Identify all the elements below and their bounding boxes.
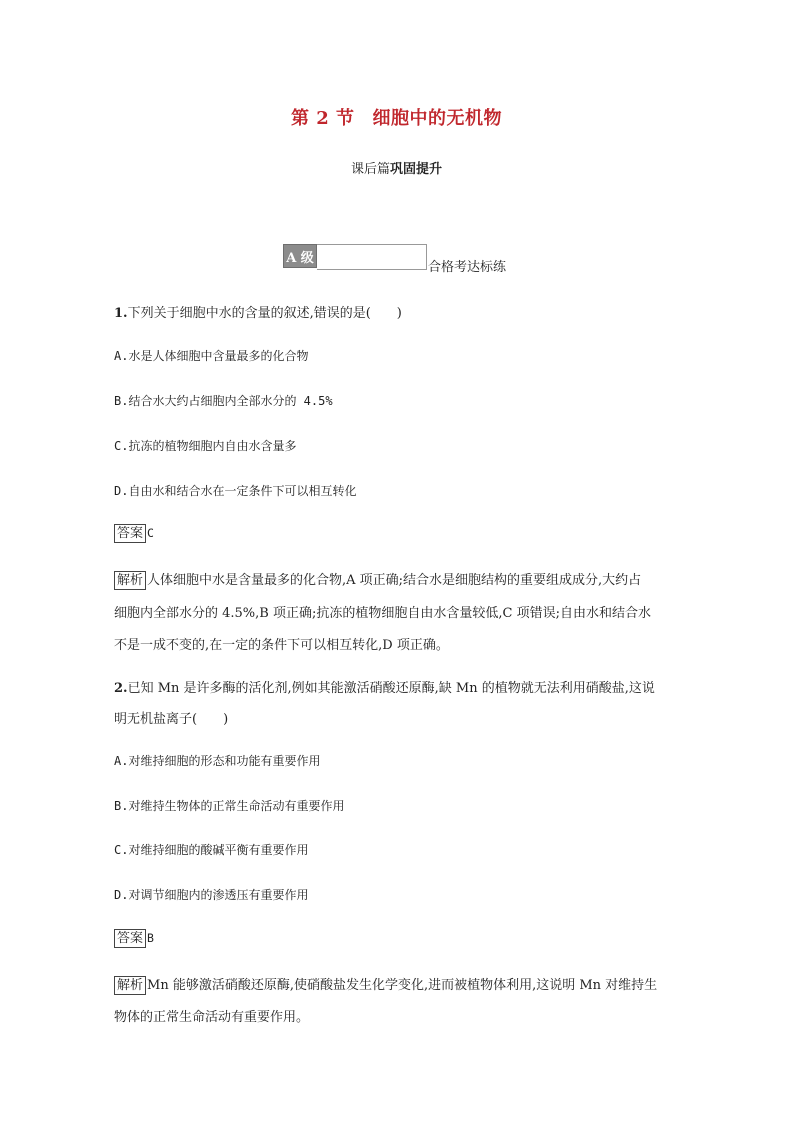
analysis-tag: 解析 (114, 571, 146, 590)
section-number: 第 2 节 (290, 108, 355, 129)
question-1-option-c: C.抗冻的植物细胞内自由水含量多 (114, 439, 297, 453)
question-1-analysis-line-2: 细胞内全部水分的 4.5%,B 项正确;抗冻的植物细胞自由水含量较低,C 项错误;自由水和结合水 (114, 606, 651, 621)
question-1-answer (114, 524, 154, 543)
question-1-analysis-line-1: 解析 人体细胞中水是含量最多的化合物,A 项正确;结合水是细胞结构的重要组成成分,大约占 (114, 569, 641, 590)
subtitle-prefix: 课后篇 (350, 162, 390, 177)
question-1-option-d: D.自由水和结合水在一定条件下可以相互转化 (114, 484, 357, 498)
question-2-stem-line-1: 2.已知 Mn 是许多酶的活化剂,例如其能激活硝酸还原酶,缺 Mn 的植物就无法利用硝酸盐,这说 (114, 681, 655, 696)
question-2-analysis-line-1: 解析 Mn 能够激活硝酸还原酶,使硝酸盐发生化学变化,进而被植物体利用,这说明 Mn 对维持生 (114, 974, 657, 995)
question-1-stem: 1.下列关于细胞中水的含量的叙述,错误的是( ) (114, 306, 402, 321)
level-label: 合格考达标练 (428, 260, 507, 275)
analysis-tag: 解析 (114, 976, 146, 995)
answer-value: B (147, 931, 154, 945)
question-2-answer (114, 929, 154, 948)
page-title (0, 104, 793, 130)
question-2-analysis-line-2: 物体的正常生命活动有重要作用。 (114, 1010, 310, 1025)
page-subtitle (0, 158, 793, 177)
question-1-number: 1. (114, 306, 128, 321)
answer-tag: 答案 (114, 524, 146, 543)
level-box (317, 244, 427, 270)
question-2-stem-line-2: 明无机盐离子( ) (114, 712, 229, 727)
question-2-option-c: C.对维持细胞的酸碱平衡有重要作用 (114, 843, 309, 857)
question-2-option-a: A.对维持细胞的形态和功能有重要作用 (114, 754, 321, 768)
answer-tag: 答案 (114, 929, 146, 948)
level-badge: A 级 (283, 244, 317, 268)
question-1-analysis-line-3: 不是一成不变的,在一定的条件下可以相互转化,D 项正确。 (114, 638, 449, 653)
question-1-option-a: A.水是人体细胞中含量最多的化合物 (114, 349, 309, 363)
level-header (283, 244, 507, 275)
section-name: 细胞中的无机物 (372, 108, 503, 129)
question-2-option-b: B.对维持生物体的正常生命活动有重要作用 (114, 799, 345, 813)
question-1-option-b: B.结合水大约占细胞内全部水分的 4.5% (114, 394, 333, 408)
question-2-option-d: D.对调节细胞内的渗透压有重要作用 (114, 888, 309, 902)
subtitle-bold: 巩固提升 (390, 162, 443, 177)
answer-value: C (147, 526, 154, 540)
question-2-number: 2. (114, 681, 128, 696)
